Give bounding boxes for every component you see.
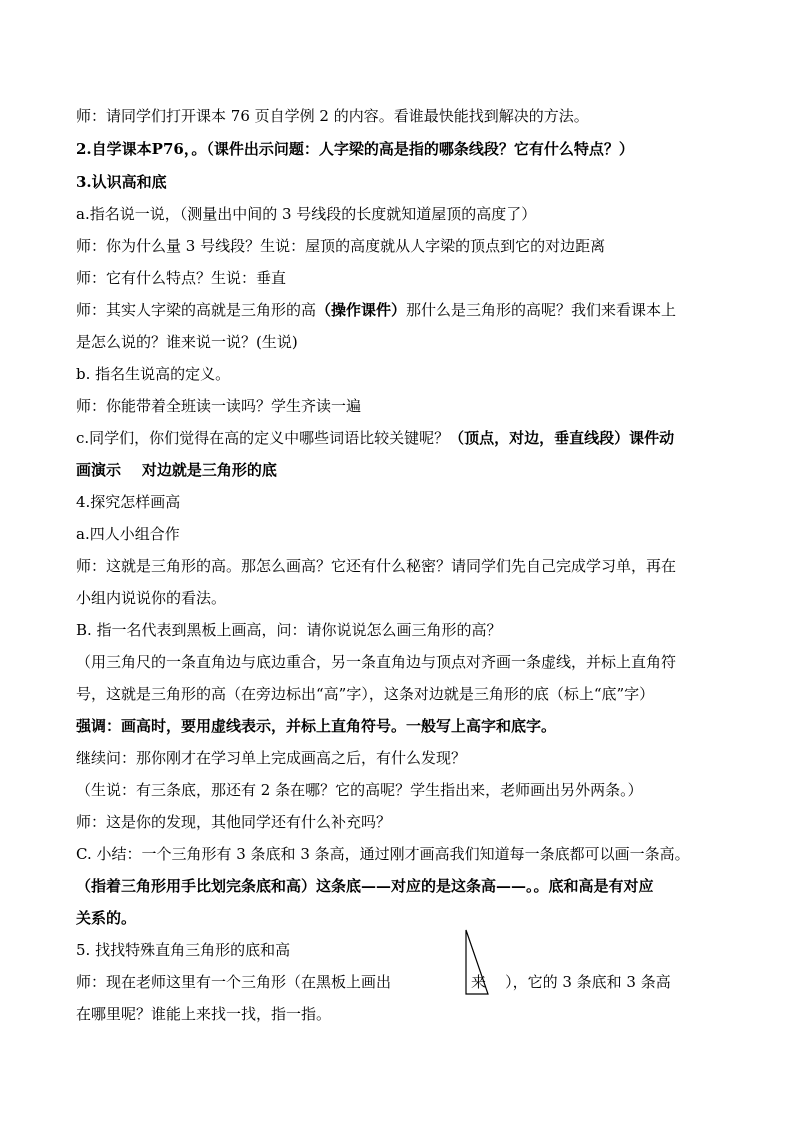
paragraph: a.指名说一说，（测量出中间的 3 号线段的长度就知道屋顶的高度了） [76,205,537,223]
paragraph: 师：你能带着全班读一读吗？学生齐读一遍 [76,397,362,415]
emphasis-note: 强调：画高时，要用虚线表示，并标上直角符号。一般写上高字和底字。 [76,717,557,735]
paragraph: 师：它有什么特点？生说：垂直 [76,269,287,287]
section-heading: 4.探究怎样画高 [76,493,181,511]
section-heading: 5. 找找特殊直角三角形的底和高 [76,941,291,959]
paragraph: （用三角尺的一条直角边与底边重合，另一条直角边与顶点对齐画一条虚线，并标上直角符 [76,653,677,671]
paragraph: c.同学们，你们觉得在高的定义中哪些词语比较关键呢？（顶点，对边，垂直线段）课件动 [76,429,675,447]
paragraph: 关系的。 [76,909,137,927]
paragraph: 在哪里呢？谁能上来找一找，指一指。 [76,1005,332,1023]
paragraph: 小组内说说你的看法。 [76,589,227,607]
paragraph: 2.自学课本P76，。（课件出示问题：人字梁的高是指的哪条线段？它有什么特点？） [76,140,634,158]
paragraph: B. 指一名代表到黑板上画高，问：请你说说怎么画三角形的高？ [76,621,502,639]
paragraph: 继续问：那你刚才在学习单上完成画高之后，有什么发现？ [76,749,467,767]
paragraph: 画演示 对边就是三角形的底 [76,461,277,479]
paragraph: 师：其实人字梁的高就是三角形的高（操作课件）那什么是三角形的高呢？我们来看课本上 [76,301,677,319]
paragraph: 是怎么说的？谁来说一说？(生说) [76,333,298,351]
paragraph: 师：这就是三角形的高。那怎么画高？它还有什么秘密？请同学们先自己完成学习单，再在 [76,557,677,575]
paragraph: 号，这就是三角形的高（在旁边标出“高”字），这条对边就是三角形的底（标上“底”字） [76,685,655,703]
paragraph: C. 小结：一个三角形有 3 条底和 3 条高，通过刚才画高我们知道每一条底都可以画一条高。 [76,845,690,863]
paragraph: 师：这是你的发现，其他同学还有什么补充吗？ [76,813,392,831]
paragraph: 师：请同学们打开课本 76 页自学例 2 的内容。看谁最快能找到解决的方法。 [76,107,589,125]
section-heading: 3.认识高和底 [76,173,167,191]
paragraph: 师：你为什么量 3 号线段？生说：屋顶的高度就从人字梁的顶点到它的对边距离 [76,237,606,255]
paragraph: （指着三角形用手比划完条底和高）这条底——对应的是这条高——。。底和高是有对应 [76,877,654,895]
paragraph: b. 指名生说高的定义。 [76,365,231,383]
triangle-shape [466,930,488,994]
paragraph: a.四人小组合作 [76,525,180,543]
paragraph: 师：现在老师这里有一个三角形（在黑板上画出 来 ），它的 3 条底和 3 条高 [76,973,671,991]
paragraph: （生说：有三条底，那还有 2 条在哪？它的高呢？学生指出来，老师画出另外两条。） [76,781,643,799]
right-triangle-icon [462,928,492,998]
